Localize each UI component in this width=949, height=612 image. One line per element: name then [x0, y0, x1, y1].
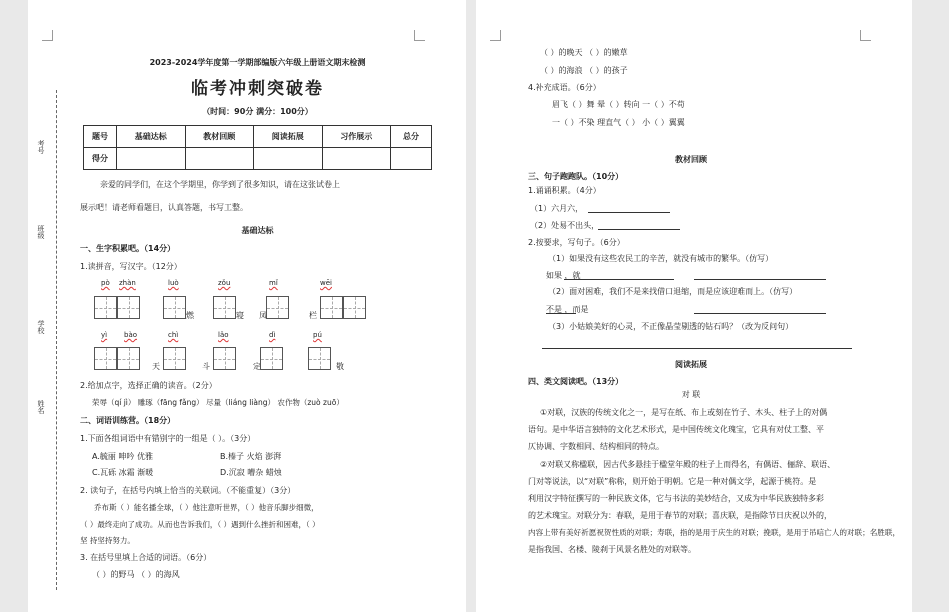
question-3-1-a: （1）六月六，: [530, 204, 584, 213]
question-3-2-b-template: 不是 ，而是: [546, 305, 589, 314]
side-label-school: 学校: [37, 320, 45, 334]
pinyin-label: lǎo: [218, 331, 229, 339]
question-3-1: 1.诵诵积累。（4分）: [528, 186, 601, 195]
score-cell[interactable]: [254, 148, 323, 170]
score-cell[interactable]: [391, 148, 432, 170]
question-2-title: 二、词语训练营。（18分）: [80, 416, 176, 425]
article-p1-line: 语句。是中华语言独特的文化艺术形式，是中国传统文化瑰宝，它具有对仗工整、平: [528, 425, 824, 434]
document-page-1: [28, 0, 466, 612]
idiom-line-1: 眉飞（ ）舞 晕（ ）转向 一（ ）不苟: [552, 100, 685, 109]
pinyin-label: pú: [313, 331, 322, 339]
question-3-2-b: （2）面对困难，我们不是来找借口退缩，而是应该迎难而上。（仿写）: [548, 287, 798, 296]
binding-line: [56, 90, 57, 590]
idiom-line-2: 一（ ）不染 理直气（ ） 小（ ）翼翼: [552, 118, 685, 127]
given-character: 斗: [202, 362, 210, 371]
score-row-label: 得分: [84, 148, 117, 170]
exam-meta: （时间：90分 满分：100分）: [202, 107, 313, 116]
writing-grid[interactable]: [260, 347, 283, 370]
crop-mark: [414, 30, 425, 41]
section-heading-basic: 基础达标: [241, 226, 274, 235]
article-p2-line: 内容上带有美好祈愿祝贺性质的对联；寿联，指的是用于庆生的对联；挽联，是用于吊唁亡人的对联；名胜联，: [528, 528, 901, 537]
answer-line[interactable]: [564, 279, 674, 280]
section-heading-reading: 阅读拓展: [675, 360, 707, 369]
question-4-idioms: 4.补充成语。（6分）: [528, 83, 601, 92]
writing-grid[interactable]: [94, 296, 117, 319]
question-3-2-c: （3）小姑娘美好的心灵，不正像晶莹剔透的钻石吗？（改为反问句）: [548, 322, 794, 331]
score-header-cell: 习作展示: [322, 126, 391, 148]
side-label-class: 班级: [37, 225, 45, 239]
given-character: 敬: [336, 362, 344, 371]
score-table-score-row: [84, 148, 432, 170]
side-label-name: 姓名: [37, 400, 45, 414]
option-b: B.榛子 火焰 澎湃: [220, 452, 282, 461]
school-year-header: 2023-2024学年度第一学期部编版六年级上册语文期末检测: [149, 58, 366, 67]
score-header-cell: 阅读拓展: [254, 126, 323, 148]
answer-line[interactable]: [598, 229, 680, 230]
article-p2-line: 利用汉字特征撰写的一种民族文体，它与书法的美妙结合，又成为中华民族独特多彩: [528, 494, 824, 503]
document-page-2: [476, 0, 912, 612]
crop-mark: [42, 30, 53, 41]
article-p2-line: 是指我国、名楼、陵刹于风景名胜处的对联等。: [528, 545, 696, 554]
question-3-2-a: （1）如果没有这些农民工的辛苦，就没有城市的繁华。（仿写）: [548, 254, 774, 263]
writing-grid[interactable]: [343, 296, 366, 319]
writing-grid[interactable]: [266, 296, 289, 319]
answer-line[interactable]: [546, 313, 576, 314]
given-character: 定: [253, 362, 261, 371]
pinyin-label: pò: [101, 279, 110, 287]
score-header-cell: 基础达标: [117, 126, 186, 148]
intro-line-2: 展示吧！请老师看题目，认真答题，书写工整。: [80, 203, 248, 212]
fill-line-1: （ ）的晚天 （ ）的嫩草: [540, 48, 628, 57]
score-cell[interactable]: [117, 148, 186, 170]
answer-line[interactable]: [694, 279, 826, 280]
question-2-2-line-1: 乔布斯（ ）能名播全球，（ ）他注意听世界，（ ）他音乐脚步细微，: [94, 503, 319, 512]
article-title: 对 联: [681, 390, 701, 399]
pinyin-label: mǐ: [269, 279, 278, 287]
question-1-1: 1.读拼音，写汉字。（12分）: [80, 262, 182, 271]
side-label-number: 考号: [37, 140, 45, 154]
pinyin-label: yì: [101, 331, 108, 339]
given-character: 栏: [309, 311, 317, 320]
question-2-3-line-1: （ ）的野马 （ ）的海风: [92, 570, 180, 579]
given-character: 燃: [186, 311, 194, 320]
writing-grid[interactable]: [320, 296, 343, 319]
question-2-1: 1.下面各组词语中有错别字的一组是（ ）。（3分）: [80, 434, 256, 443]
answer-line[interactable]: [588, 212, 670, 213]
question-1-title: 一、生字积累吧。（14分）: [80, 244, 176, 253]
question-3-title: 三、句子跑跑队。（10分）: [528, 172, 624, 181]
score-table-header-row: [84, 126, 432, 148]
section-heading-review: 教材回顾: [675, 155, 707, 164]
intro-line-1: 亲爱的同学们，在这个学期里，你学到了很多知识，请在这张试卷上: [100, 180, 340, 189]
question-3-2-a-template: 如果 ，就: [546, 271, 581, 280]
question-3-1-b: （2）处易不出头，: [530, 221, 600, 230]
pinyin-label: zǒu: [218, 279, 231, 287]
answer-line[interactable]: [542, 348, 852, 349]
crop-mark: [490, 30, 501, 41]
exam-title: 临考冲刺突破卷: [191, 79, 324, 99]
writing-grid[interactable]: [163, 296, 186, 319]
option-c: C.瓦砾 冰霜 渐暖: [92, 468, 154, 477]
question-2-2-line-3: 坚 持坚持努力。: [80, 536, 135, 545]
pinyin-label: zhàn: [119, 279, 136, 287]
question-1-2-items: 荣辱（qí jì） 雕琢（fāng fǎng） 尽量（liáng liàng） 农作物（zuò zuō）: [92, 398, 344, 407]
writing-grid[interactable]: [117, 296, 140, 319]
question-2-3: 3. 在括号里填上合适的词语。（6分）: [80, 553, 212, 562]
question-1-2: 2.给加点字，选择正确的读音。（2分）: [80, 381, 217, 390]
given-character: 寝: [236, 311, 244, 320]
article-p1-line: 仄协调、字数相同、结构相同的特点。: [528, 442, 664, 451]
writing-grid[interactable]: [94, 347, 117, 370]
question-2-2: 2. 读句子，在括号内填上恰当的关联词。（不能重复）（3分）: [80, 486, 296, 495]
article-p1-line: ①对联，汉族的传统文化之一，是写在纸、布上或刻在竹子、木头、柱子上的对偶: [540, 408, 828, 417]
question-2-2-line-2: （ ）最终走向了成功。从而也告诉我们，（ ）遇到什么挫折和困难，（ ）: [80, 520, 320, 529]
writing-grid[interactable]: [117, 347, 140, 370]
article-p2-line: 门对等说法，以“对联”称称，则开始于明朝。它是一种对偶文学，起源于桃符。是: [528, 477, 817, 486]
article-p2-line: 的艺术瑰宝。对联分为：春联，是用于春节的对联；喜庆联，是指除节日庆祝以外的，: [528, 511, 832, 520]
crop-mark: [860, 30, 871, 41]
question-4-title: 四、类文阅读吧。（13分）: [528, 377, 624, 386]
question-3-2: 2.按要求，写句子。（6分）: [528, 238, 625, 247]
fill-line-2: （ ）的海浪 （ ）的孩子: [540, 66, 628, 75]
writing-grid[interactable]: [308, 347, 331, 370]
option-a: A.毓丽 呻吟 优雅: [92, 452, 153, 461]
score-header-cell: 教材回顾: [185, 126, 254, 148]
writing-grid[interactable]: [213, 296, 236, 319]
answer-line[interactable]: [694, 313, 826, 314]
score-cell[interactable]: [185, 148, 254, 170]
article-p2-line: ②对联又称楹联，因古代多悬挂于楹堂年殿的柱子上而得名，有偶语、俪辞、联语、: [540, 460, 836, 469]
pinyin-label: bào: [124, 331, 138, 339]
pinyin-label: chì: [168, 331, 179, 339]
writing-grid[interactable]: [213, 347, 236, 370]
pinyin-label: wēi: [320, 279, 332, 287]
writing-grid[interactable]: [163, 347, 186, 370]
score-header-cell: 总分: [391, 126, 432, 148]
pinyin-label: luò: [168, 279, 179, 287]
given-character: 天: [152, 362, 160, 371]
score-cell[interactable]: [322, 148, 391, 170]
given-character: 凤: [259, 311, 267, 320]
option-d: D.沉寂 嘈杂 蜡烛: [220, 468, 282, 477]
pinyin-label: dì: [269, 331, 276, 339]
score-header-cell: 题号: [84, 126, 117, 148]
score-table: [83, 125, 432, 170]
